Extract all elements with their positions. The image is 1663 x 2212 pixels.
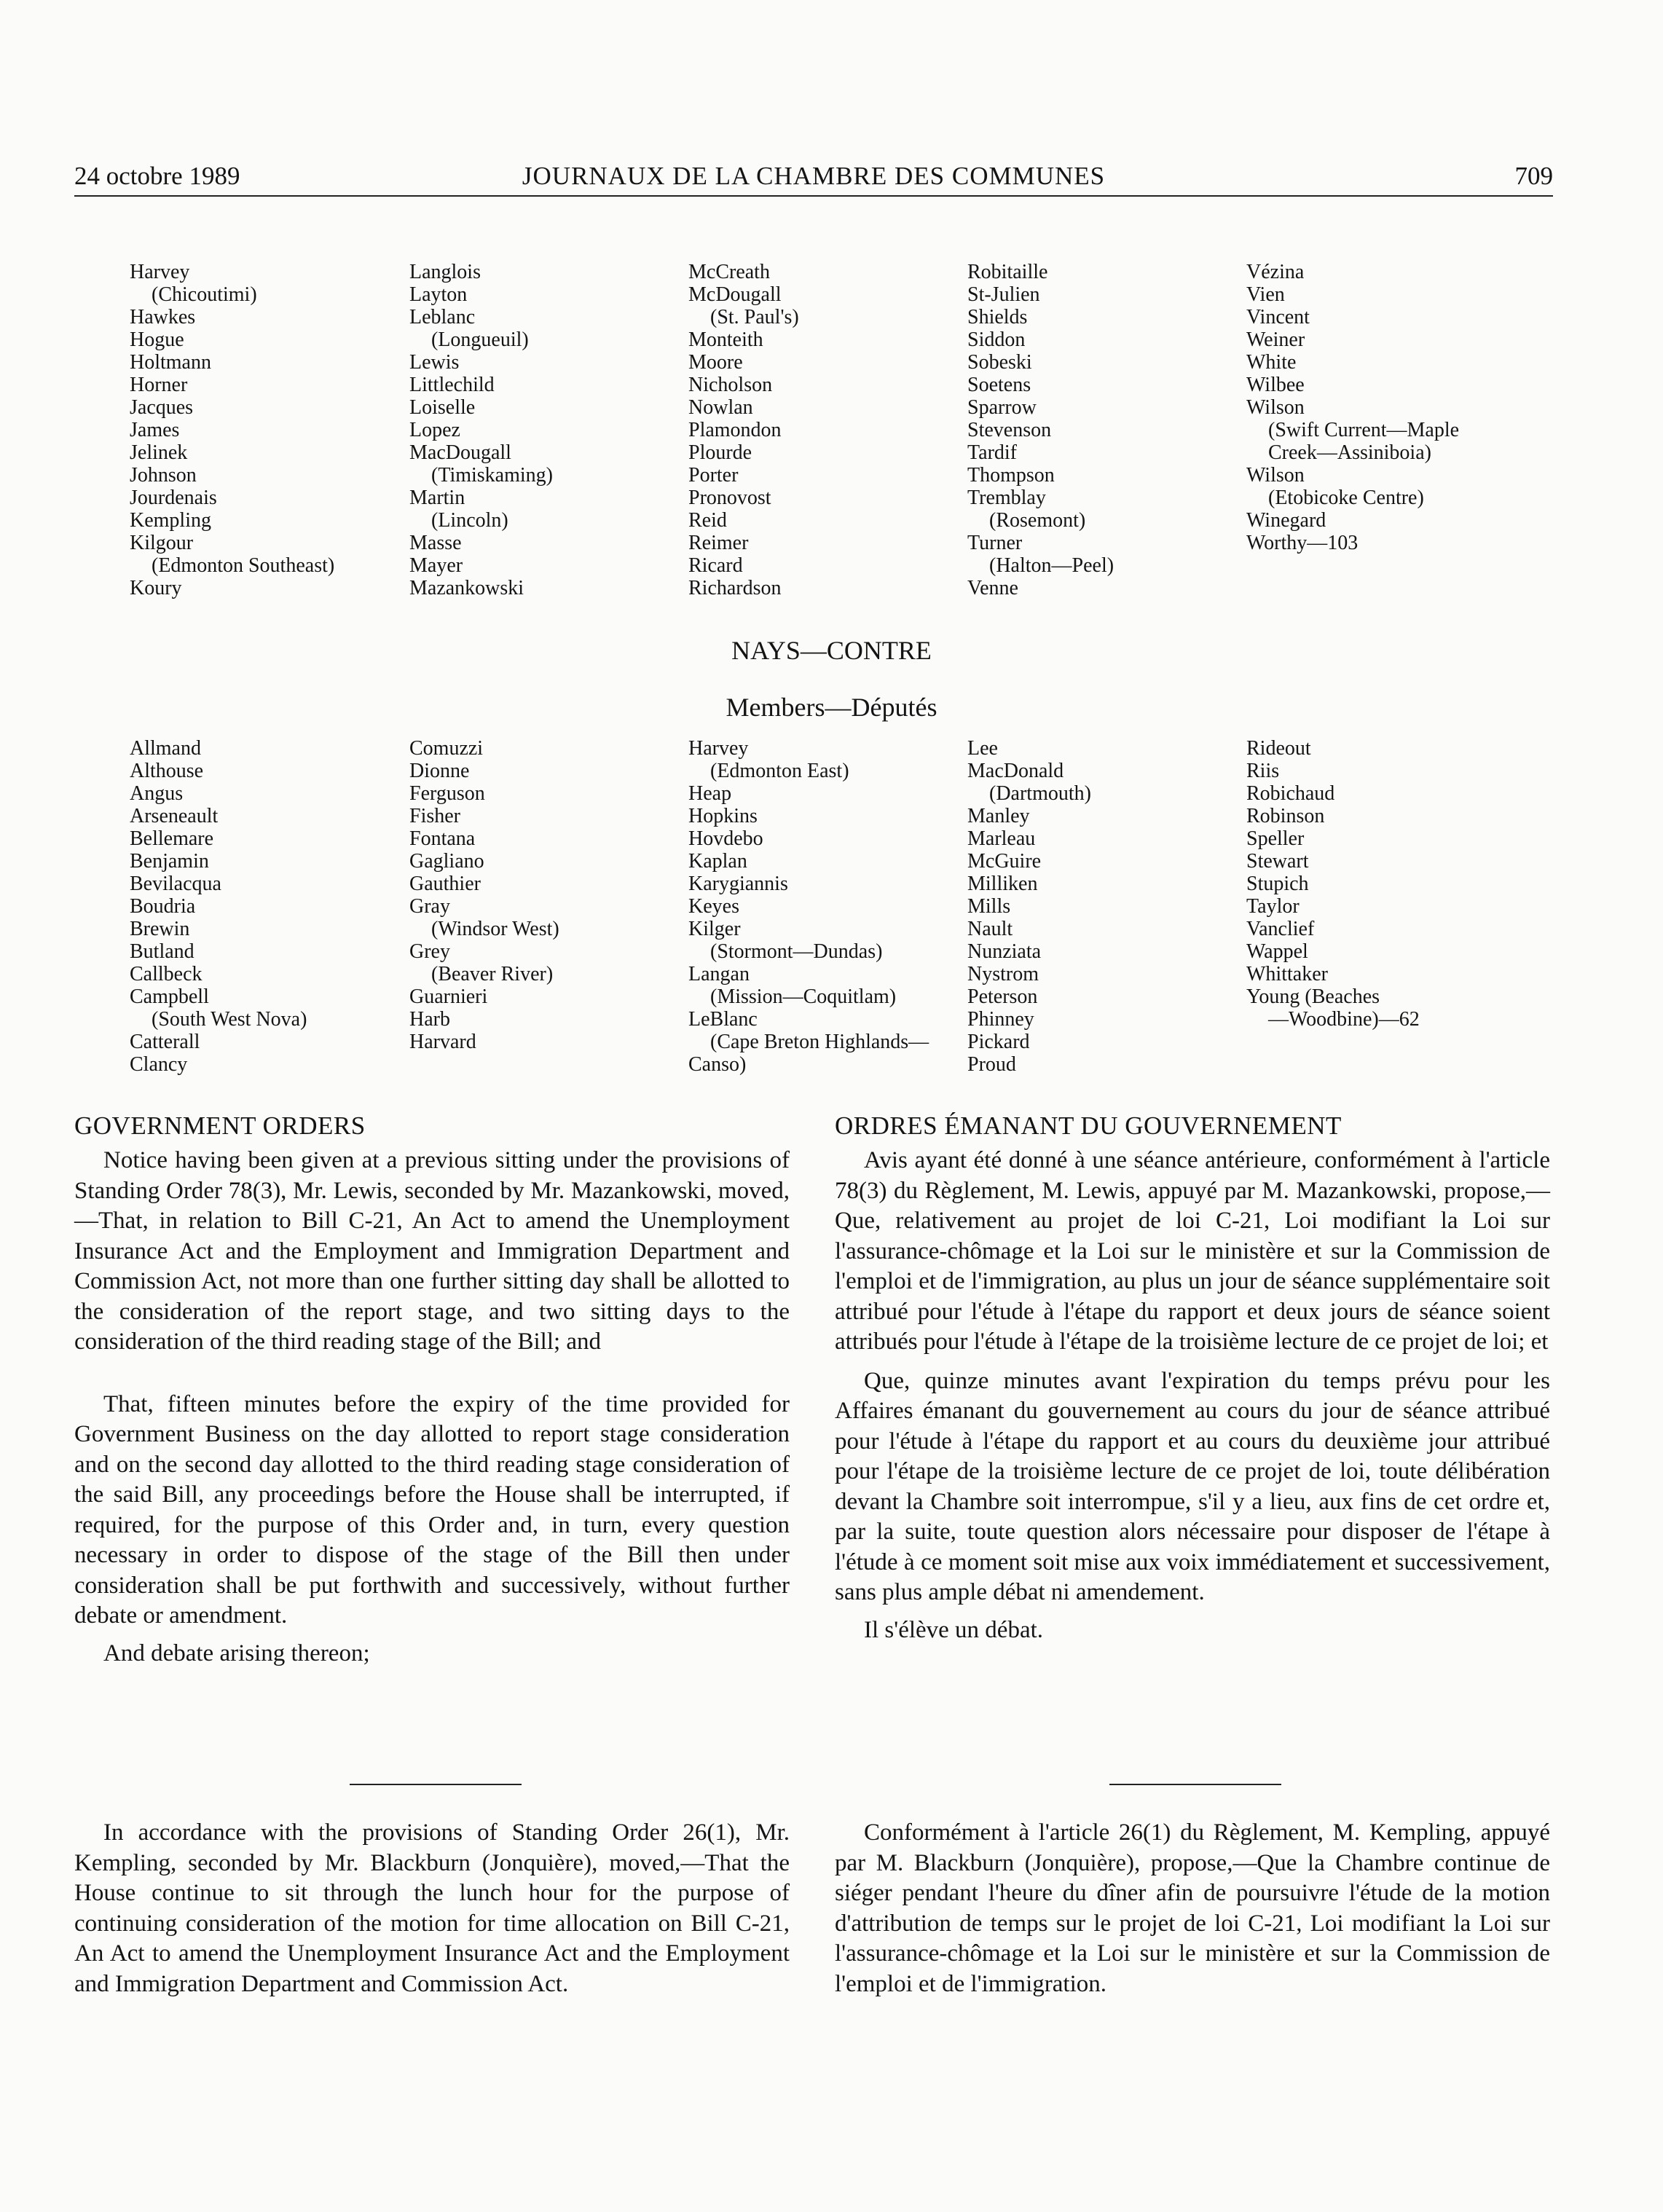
french-column [835,1818,1550,1999]
member-name: (Edmonton Southeast) [152,554,335,577]
page-number: 709 [1514,162,1553,190]
header-title: JOURNAUX DE LA CHAMBRE DES COMMUNES [522,162,1106,190]
member-name: Taylor [1246,895,1300,918]
member-name: Hovdebo [688,827,763,850]
member-name: Venne [967,577,1018,599]
member-name: (Edmonton East) [710,760,849,782]
nays-subheading: Members—Députés [726,693,937,722]
member-name: Monteith [688,328,763,351]
member-name: Langlois [409,261,481,283]
member-name: Phinney [967,1008,1034,1031]
member-name: Kilger [688,918,741,940]
member-name: Martin [409,487,465,509]
member-name: Wilson [1246,396,1305,419]
member-name: Hogue [130,328,184,351]
member-name: Karygiannis [688,873,788,895]
member-name: (Rosemont) [989,509,1086,532]
member-name: McDougall [688,283,782,306]
member-name: Porter [688,464,739,487]
member-name: Gray [409,895,450,918]
section-divider [350,1784,522,1785]
member-name: (Halton—Peel) [989,554,1114,577]
member-name: Reimer [688,532,749,554]
nays-column [130,737,307,1076]
member-name: Plamondon [688,419,782,441]
member-name: Jacques [130,396,194,419]
motion-paragraph: Conformément à l'article 26(1) du Règlement, M. Kempling, appuyé par M. Blackburn (Jonquière), propose,—Que la Chambre continue de siéger pendant l'heure du dîner afin de poursuivre l'étude de la motion d'attribution de temps sur le projet de loi C-21, Loi modifiant la Loi sur l'assurance-chômage et la Loi sur le ministère et sur la Commission de l'emploi et de l'immigration. [835,1819,1550,1997]
member-name: Dionne [409,760,470,782]
member-name: Layton [409,283,468,306]
member-name: Harvard [409,1031,476,1053]
member-name: Plourde [688,441,752,464]
motion-paragraph: Avis ayant été donné à une séance antérieure, conformément à l'article 78(3) du Règlement, M. Lewis, appuyé par M. Mazankowski, propose,—Que, relativement au projet de loi C-21, Loi modifiant la Loi sur l'assurance-chômage et la Loi sur le ministère et sur la Commission de l'emploi et de l'immigration, au plus un jour de séance supplémentaire soit attribué pour l'étude à l'étape du rapport et deux jours de séance soient attribués pour l'étude à l'étape de la troisième lecture de ce projet de loi; et [835,1147,1550,1355]
nays-column [967,737,1091,1076]
member-name: (Dartmouth) [989,782,1091,805]
member-name: Guarnieri [409,985,488,1008]
member-name: Althouse [130,760,204,782]
member-name: Masse [409,532,462,554]
member-name: Holtmann [130,351,211,374]
member-name: Robichaud [1246,782,1335,805]
member-name: Riis [1246,760,1280,782]
member-name: Bellemare [130,827,214,850]
member-name: Weiner [1246,328,1305,351]
member-name: (Stormont—Dundas) [710,940,883,963]
yeas-column [1246,261,1459,554]
member-name: Callbeck [130,963,203,985]
member-name: Comuzzi [409,737,484,760]
member-name: Heap [688,782,732,805]
member-name: Clancy [130,1053,188,1076]
member-name: (Swift Current—Maple [1268,419,1460,441]
member-name: Peterson [967,985,1038,1008]
member-name: Tremblay [967,487,1046,509]
member-name: Arseneault [130,805,219,827]
member-name: (Beaver River) [431,963,554,985]
member-name: Keyes [688,895,739,918]
member-name: Robitaille [967,261,1048,283]
member-name: Hawkes [130,306,196,328]
member-name: Angus [130,782,184,805]
member-name: Leblanc [409,306,476,328]
member-name: Richardson [688,577,782,599]
motion-paragraph: In accordance with the provisions of Standing Order 26(1), Mr. Kempling, seconded by Mr. Blackburn (Jonquière), moved,—That the House continue to sit through the lunch hour for the purpose of continuing consideration of the motion for time allocation on Bill C-21, An Act to amend the Unemployment Insurance Act and the Employment and Immigration Department and Commission Act. [74,1819,790,1997]
member-name: (Longueuil) [431,328,529,351]
member-name: Whittaker [1246,963,1328,985]
member-name: Reid [688,509,727,532]
member-name: Butland [130,940,194,963]
member-name: Pronovost [688,487,771,509]
member-name: (Mission—Coquitlam) [710,985,897,1008]
member-name: Speller [1246,827,1305,850]
member-name: Langan [688,963,750,985]
member-name: Harb [409,1008,450,1031]
member-name: Soetens [967,374,1031,396]
member-name: Lopez [409,419,460,441]
member-name: Gauthier [409,873,481,895]
government-orders-heading: GOVERNMENT ORDERS [74,1111,366,1140]
member-name: Creek—Assiniboia) [1268,441,1431,464]
member-name: St-Julien [967,283,1040,306]
member-name: (Lincoln) [431,509,508,532]
member-name: Tardif [967,441,1018,464]
member-name: (Etobicoke Centre) [1268,487,1424,509]
member-name: Horner [130,374,188,396]
ordres-heading: ORDRES ÉMANANT DU GOUVERNEMENT [835,1111,1342,1140]
member-name: Kempling [130,509,211,532]
section-divider [1109,1784,1281,1785]
member-name: Sparrow [967,396,1037,419]
member-name: Boudria [130,895,196,918]
member-name: Jelinek [130,441,188,464]
member-name: LeBlanc [688,1008,758,1031]
nays-column [409,737,559,1053]
member-name: Sobeski [967,351,1032,374]
member-name: Nault [967,918,1013,940]
member-name: Nystrom [967,963,1039,985]
member-name: Mazankowski [409,577,524,599]
member-name: Robinson [1246,805,1325,827]
header-date: 24 octobre 1989 [74,162,240,190]
member-name: Allmand [130,737,201,760]
member-name: Worthy—103 [1246,532,1359,554]
member-name: Nunziata [967,940,1042,963]
member-name: Young (Beaches [1246,985,1380,1008]
member-name: McCreath [688,261,770,283]
member-name: (South West Nova) [152,1008,307,1031]
member-name: Manley [967,805,1030,827]
debate-note: Il s'élève un débat. [864,1616,1044,1643]
member-name: (Timiskaming) [431,464,553,487]
yeas-column [967,261,1114,599]
member-name: (Windsor West) [431,918,559,940]
motion-paragraph: Notice having been given at a previous sitting under the provisions of Standing Order 78(3), Mr. Lewis, seconded by Mr. Mazankowski, moved,—That, in relation to Bill C-21, An Act to amend the Unemployment Insurance Act and the Employment and Immigration Department and Commission Act, not more than one further sitting day shall be allotted to the consideration of the report stage, and two sitting days to the consideration of the third reading stage of the Bill; and [74,1147,790,1355]
member-name: Hopkins [688,805,758,827]
member-name: Canso) [688,1053,747,1076]
member-name: Ricard [688,554,743,577]
member-name: Benjamin [130,850,209,873]
english-column [74,1111,790,1669]
nays-column [1246,737,1420,1031]
member-name: Rideout [1246,737,1311,760]
member-name: Harvey [688,737,749,760]
member-name: Grey [409,940,450,963]
member-name: Campbell [130,985,209,1008]
nays-column [688,737,929,1076]
member-name: Siddon [967,328,1026,351]
page-header [74,159,1553,197]
member-name: (Chicoutimi) [152,283,257,306]
member-name: (Cape Breton Highlands— [710,1031,929,1053]
member-name: Kilgour [130,532,194,554]
member-name: Turner [967,532,1023,554]
member-name: Nowlan [688,396,753,419]
member-name: Stupich [1246,873,1309,895]
member-name: Lee [967,737,998,760]
member-name: Lewis [409,351,460,374]
nays-heading: NAYS—CONTRE [731,636,932,665]
member-name: James [130,419,180,441]
member-name: Kaplan [688,850,747,873]
yeas-column [130,261,334,599]
member-name: Jourdenais [130,487,217,509]
member-name: Vézina [1246,261,1305,283]
yeas-column [409,261,553,599]
member-name: Stewart [1246,850,1309,873]
member-name: Littlechild [409,374,495,396]
member-name: Pickard [967,1031,1030,1053]
member-name: Gagliano [409,850,484,873]
member-name: Proud [967,1053,1016,1076]
debate-note: And debate arising thereon; [103,1640,370,1666]
member-name: Shields [967,306,1028,328]
english-column [74,1818,790,1999]
member-name: Mills [967,895,1011,918]
member-name: Wilbee [1246,374,1305,396]
french-column [835,1111,1550,1645]
member-name: Harvey [130,261,190,283]
member-name: Winegard [1246,509,1326,532]
member-name: White [1246,351,1297,374]
member-name: (St. Paul's) [710,306,799,328]
member-name: Loiselle [409,396,476,419]
member-name: MacDonald [967,760,1064,782]
motion-paragraph: Que, quinze minutes avant l'expiration du temps prévu pour les Affaires émanant du gouvernement au cours du jour de séance attribué pour l'étude à l'étape du rapport et au cours du deuxième jour attribué pour l'étape de la troisième lecture de ce projet de loi, toute délibération devant la Chambre soit interrompue, s'il y a lieu, aux fins de cet ordre et, par la suite, toute question alors nécessaire pour disposer de l'étape à l'étude à ce moment soit mise aux voix immédiatement et successivement, sans plus ample débat ni amendement. [835,1367,1550,1605]
member-name: Koury [130,577,182,599]
member-name: Ferguson [409,782,485,805]
member-name: Brewin [130,918,190,940]
member-name: Bevilacqua [130,873,221,895]
member-name: Vien [1246,283,1285,306]
yeas-column [688,261,799,599]
motion-paragraph: That, fifteen minutes before the expiry of the time provided for Government Business on the day allotted to report stage consideration and on the second day allotted to the third reading stage consideration of the said Bill, any proceedings before the House shall be interrupted, if required, for the purpose of this Order and, in turn, every question necessary in order to dispose of the stage of the Bill then under consideration shall be put forthwith and successively, without further debate or amendment. [74,1390,790,1629]
member-name: Fisher [409,805,460,827]
member-name: Marleau [967,827,1036,850]
member-name: Moore [688,351,743,374]
member-name: Wappel [1246,940,1308,963]
member-name: MacDougall [409,441,511,464]
member-name: Wilson [1246,464,1305,487]
member-name: Fontana [409,827,476,850]
member-name: Mayer [409,554,463,577]
member-name: Stevenson [967,419,1052,441]
member-name: Catterall [130,1031,200,1053]
member-name: Nicholson [688,374,773,396]
member-name: Milliken [967,873,1038,895]
member-name: Vincent [1246,306,1310,328]
member-name: Thompson [967,464,1055,487]
member-name: Vanclief [1246,918,1315,940]
member-name: —Woodbine)—62 [1268,1008,1420,1031]
member-name: Johnson [130,464,197,487]
member-name: McGuire [967,850,1042,873]
